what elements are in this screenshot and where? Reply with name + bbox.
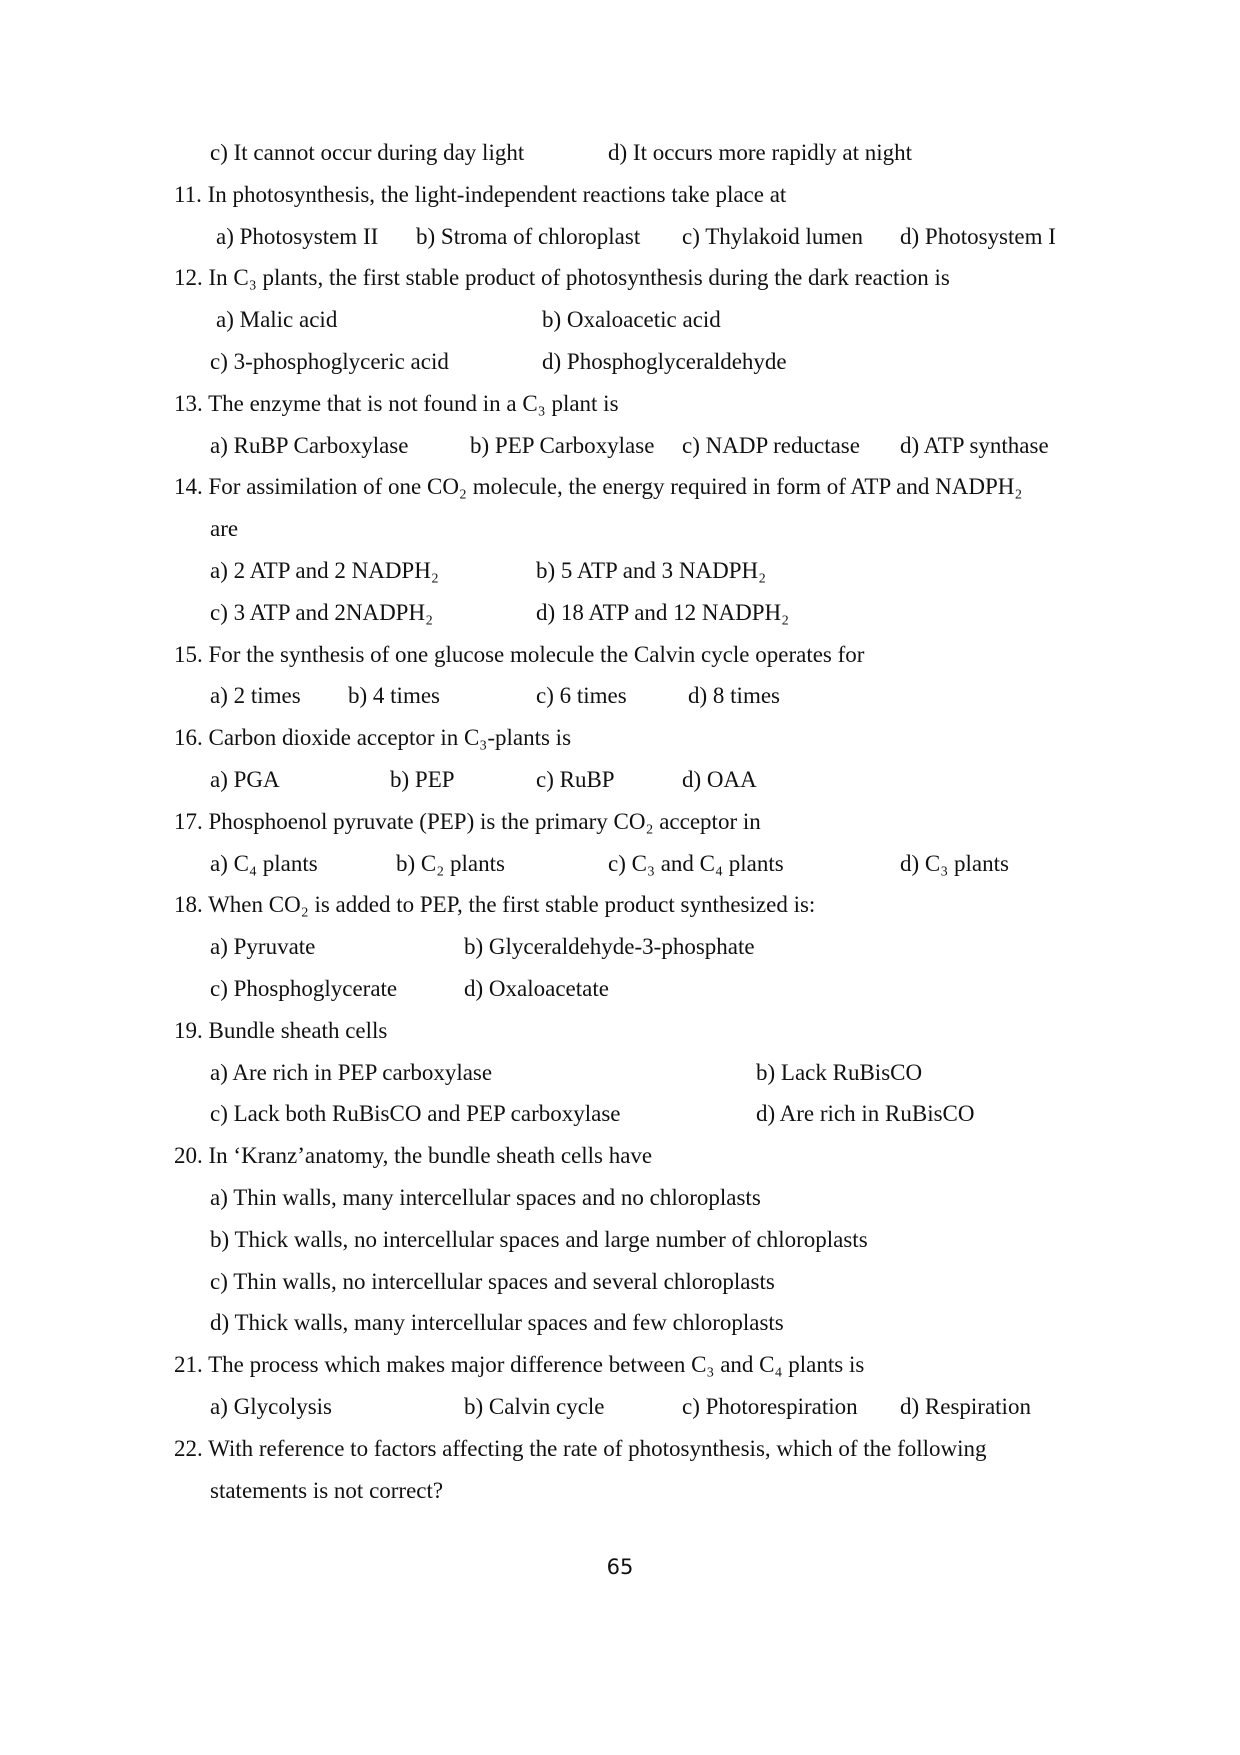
option-text: d) Are rich in RuBisCO <box>756 1101 975 1127</box>
line-text: b) Thick walls, no intercellular spaces and large number of chloroplasts <box>210 1226 868 1252</box>
line-text: 21. The process which makes major difference between C₃ and C₄ plants is <box>174 1352 865 1378</box>
option-text: b) Oxaloacetic acid <box>542 307 721 333</box>
text-line <box>0 1344 1240 1386</box>
text-line <box>0 132 1240 174</box>
option-text: b) C₂ plants <box>396 850 505 876</box>
text-line <box>0 550 1240 592</box>
option-text: b) Lack RuBisCO <box>756 1059 923 1085</box>
option-text: d) C₃ plants <box>900 850 1009 876</box>
text-line <box>0 592 1240 634</box>
text-line <box>0 425 1240 467</box>
text-line <box>0 926 1240 968</box>
option-text: c) NADP reductase <box>682 432 860 458</box>
option-text: c) 3-phosphoglyceric acid <box>210 349 449 374</box>
line-text: 18. When CO₂ is added to PEP, the first stable product synthesized is: <box>174 892 816 918</box>
text-line <box>0 174 1240 216</box>
text-line <box>0 1261 1240 1303</box>
text-line <box>0 759 1240 801</box>
line-text: statements is not correct? <box>210 1477 444 1503</box>
option-text: b) Calvin cycle <box>464 1394 605 1419</box>
option-text: c) 3 ATP and 2NADPH₂ <box>210 599 434 625</box>
text-line <box>0 1428 1240 1470</box>
option-text: c) 6 times <box>536 683 627 709</box>
text-line <box>0 216 1240 258</box>
option-text: c) Photorespiration <box>682 1394 858 1419</box>
option-text: b) PEP Carboxylase <box>470 432 655 458</box>
line-text: are <box>210 516 239 542</box>
option-text: b) Stroma of chloroplast <box>416 223 641 249</box>
text-line <box>0 299 1240 341</box>
text-line <box>0 1470 1240 1512</box>
option-text: d) Oxaloacetate <box>464 976 609 1001</box>
text-line <box>0 843 1240 885</box>
text-line <box>0 634 1240 676</box>
option-text: d) 8 times <box>688 683 780 709</box>
option-text: a) Glycolysis <box>210 1394 333 1419</box>
line-text: d) Thick walls, many intercellular spaces and few chloroplasts <box>210 1310 784 1336</box>
text-line <box>0 675 1240 717</box>
option-text: d) ATP synthase <box>900 432 1049 458</box>
option-text: a) C₄ plants <box>210 850 318 876</box>
line-text: 17. Phosphoenol pyruvate (PEP) is the primary CO₂ acceptor in <box>174 808 761 834</box>
option-text: c) C₃ and C₄ plants <box>608 850 784 876</box>
line-text: 12. In C₃ plants, the first stable product of photosynthesis during the dark reaction is <box>174 265 950 291</box>
page-number: 65 <box>606 1555 634 1579</box>
option-text: a) RuBP Carboxylase <box>210 432 409 458</box>
option-text: b) Glyceraldehyde-3-phosphate <box>464 934 755 960</box>
option-text: a) Malic acid <box>216 307 338 333</box>
option-text: d) Photosystem I <box>900 223 1056 249</box>
line-text: 13. The enzyme that is not found in a C₃ plant is <box>174 390 619 416</box>
text-line <box>0 1135 1240 1177</box>
text-line <box>0 341 1240 383</box>
text-line <box>0 1386 1240 1428</box>
line-text: c) Thin walls, no intercellular spaces and several chloroplasts <box>210 1268 775 1294</box>
option-text: d) It occurs more rapidly at night <box>608 140 913 165</box>
option-text: c) Thylakoid lumen <box>682 223 863 249</box>
line-text: 19. Bundle sheath cells <box>174 1017 388 1043</box>
option-text: c) Lack both RuBisCO and PEP carboxylase <box>210 1101 621 1127</box>
option-text: b) 4 times <box>348 683 440 709</box>
text-line <box>0 257 1240 299</box>
text-line <box>0 466 1240 508</box>
option-text: a) 2 times <box>210 683 301 709</box>
option-text: d) OAA <box>682 767 757 792</box>
text-line <box>0 1219 1240 1261</box>
option-text: a) Pyruvate <box>210 934 316 960</box>
option-text: a) Photosystem II <box>216 223 379 249</box>
text-line <box>0 508 1240 550</box>
text-line <box>0 1052 1240 1094</box>
line-text: 16. Carbon dioxide acceptor in C₃-plants is <box>174 725 572 751</box>
line-text: 11. In photosynthesis, the light-independent reactions take place at <box>174 181 787 207</box>
line-text: 14. For assimilation of one CO₂ molecule, the energy required in form of ATP and NADPH₂ <box>174 474 1023 500</box>
text-line <box>0 801 1240 843</box>
text-line <box>0 884 1240 926</box>
option-text: a) PGA <box>210 767 280 792</box>
text-line <box>0 968 1240 1010</box>
option-text: a) 2 ATP and 2 NADPH₂ <box>210 558 439 583</box>
option-text: b) PEP <box>390 767 455 792</box>
option-text: c) It cannot occur during day light <box>210 140 525 165</box>
option-text: c) RuBP <box>536 767 615 792</box>
option-text: a) Are rich in PEP carboxylase <box>210 1059 493 1085</box>
line-text: 15. For the synthesis of one glucose molecule the Calvin cycle operates for <box>174 641 865 667</box>
text-line <box>0 1177 1240 1219</box>
text-line <box>0 1093 1240 1135</box>
option-text: b) 5 ATP and 3 NADPH₂ <box>536 558 767 583</box>
line-text: 22. With reference to factors affecting the rate of photosynthesis, which of the following <box>174 1435 987 1461</box>
text-line <box>0 383 1240 425</box>
text-line <box>0 1010 1240 1052</box>
line-text: 20. In ‘Kranz’anatomy, the bundle sheath cells have <box>174 1143 653 1169</box>
option-text: c) Phosphoglycerate <box>210 976 398 1001</box>
option-text: d) 18 ATP and 12 NADPH₂ <box>536 599 790 625</box>
option-text: d) Phosphoglyceraldehyde <box>542 349 787 374</box>
option-text: d) Respiration <box>900 1394 1031 1419</box>
text-line <box>0 1302 1240 1344</box>
text-line <box>0 717 1240 759</box>
line-text: a) Thin walls, many intercellular spaces and no chloroplasts <box>210 1185 761 1210</box>
